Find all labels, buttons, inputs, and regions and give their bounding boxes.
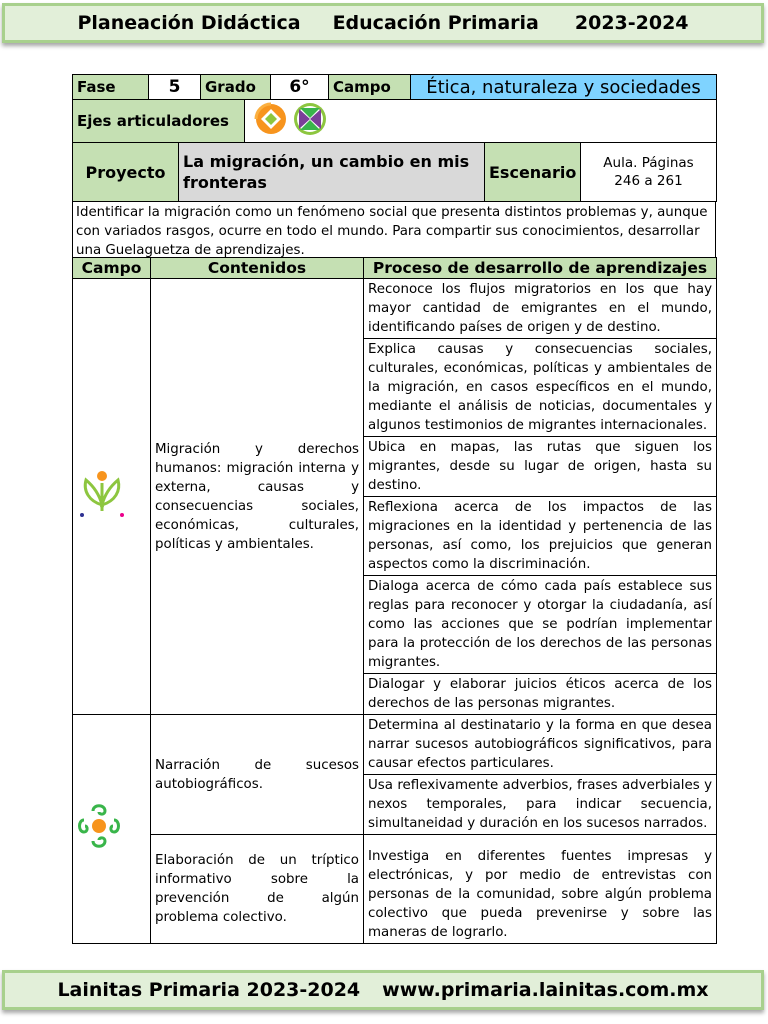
fase-value: 5 bbox=[149, 75, 201, 100]
process-item: Usa reflexivamente adverbios, frases adverbiales y nexos temporales, para indicar secuencia, simultaneidad y duración en los sucesos narrados. bbox=[364, 775, 717, 835]
escenario-value: Aula. Páginas 246 a 261 bbox=[581, 143, 717, 202]
process-item: Investiga en diferentes fuentes impresas y electrónicas, y por medio de entrevistas con personas de la comunidad, sobre algún problema colectivo que pueda prevenirse y sobre las maneras de lograrlo. bbox=[364, 835, 717, 944]
header-banner bbox=[2, 3, 764, 43]
col-proceso: Proceso de desarrollo de aprendizajes bbox=[364, 258, 717, 279]
process-item: Reconoce los flujos migratorios en los que hay mayor cantidad de emigrantes en el mundo, identificando países de origen y de destino. bbox=[364, 279, 717, 339]
ejes-label: Ejes articuladores bbox=[73, 100, 245, 143]
process-item: Determina al destinatario y la forma en que desea narrar sucesos autobiográficos significativos, para causar efectos particulares. bbox=[364, 715, 717, 775]
content-cell-1: Migración y derechos humanos: migración interna y externa, causas y consecuencias sociales, económicas, culturales, políticas y ambientales. bbox=[151, 279, 364, 715]
header-title: Planeación Didáctica bbox=[77, 12, 301, 34]
footer-url[interactable]: www.primaria.lainitas.com.mx bbox=[382, 979, 709, 1001]
process-item: Explica causas y consecuencias sociales, culturales, económicas, políticas y ambientales de la migración, en casos específicos en el mundo, mediante el análisis de noticias, documentales y algunos testimonios de migrantes internacionales. bbox=[364, 339, 717, 437]
content-cell-2: Narración de sucesos autobiográficos. bbox=[151, 715, 364, 835]
fase-label: Fase bbox=[73, 75, 149, 100]
header-year: 2023-2024 bbox=[574, 12, 689, 34]
campo-cell-1 bbox=[73, 279, 151, 715]
table-row bbox=[73, 835, 717, 944]
learning-table bbox=[72, 257, 717, 944]
proyecto-label: Proyecto bbox=[73, 143, 179, 202]
table-row bbox=[73, 279, 717, 339]
table-row bbox=[73, 715, 717, 775]
plant-sprout-person-icon bbox=[77, 467, 127, 521]
content-cell-3: Elaboración de un tríptico informativo sobre la prevención de algún problema colectivo. bbox=[151, 835, 364, 944]
info-row-ejes bbox=[72, 99, 717, 143]
process-item: Dialogar y elaborar juicios éticos acerca de los derechos de las personas migrantes. bbox=[364, 674, 717, 715]
col-campo: Campo bbox=[73, 258, 151, 279]
escenario-label: Escenario bbox=[485, 143, 581, 202]
info-row-proyecto bbox=[72, 142, 717, 202]
grado-label: Grado bbox=[201, 75, 271, 100]
header-level: Educación Primaria bbox=[332, 12, 539, 34]
footer-brand: Lainitas Primaria 2023-2024 bbox=[57, 979, 361, 1001]
footer-banner bbox=[2, 970, 764, 1010]
info-row-fase bbox=[72, 74, 717, 100]
green-purple-x-circle-icon bbox=[294, 103, 326, 135]
process-item: Ubica en mapas, las rutas que siguen los migrantes, desde su lugar de origen, hasta su destino. bbox=[364, 437, 717, 497]
proyecto-value: La migración, un cambio en mis fronteras bbox=[179, 143, 485, 202]
process-item: Dialoga acerca de cómo cada país establece sus reglas para reconocer y otorgar la ciudadanía, así como las acciones que se podrían implementar para la protección de los derechos de las personas migrantes. bbox=[364, 576, 717, 674]
campo-label: Campo bbox=[329, 75, 411, 100]
col-contenidos: Contenidos bbox=[151, 258, 364, 279]
process-item: Reflexiona acerca de los impactos de las migraciones en la identidad y pertenencia de las personas, así como, los prejuicios que generan aspectos como la discriminación. bbox=[364, 497, 717, 576]
project-description: Identificar la migración como un fenómeno social que presenta distintos problemas y, aunque con variados rasgos, ocurre en todo el mundo. Para compartir sus conocimientos, desarrollar una Guelaguetza de aprendizajes. bbox=[73, 202, 716, 262]
info-row-description bbox=[72, 201, 716, 262]
campo-cell-2 bbox=[73, 715, 151, 944]
ejes-icons-svg bbox=[253, 100, 333, 138]
flower-swirl-icon bbox=[77, 799, 121, 853]
orange-diamond-ring-icon bbox=[256, 104, 286, 134]
campo-value: Ética, naturaleza y sociedades bbox=[411, 75, 717, 100]
grado-value: 6° bbox=[271, 75, 329, 100]
ejes-icons bbox=[245, 100, 717, 143]
